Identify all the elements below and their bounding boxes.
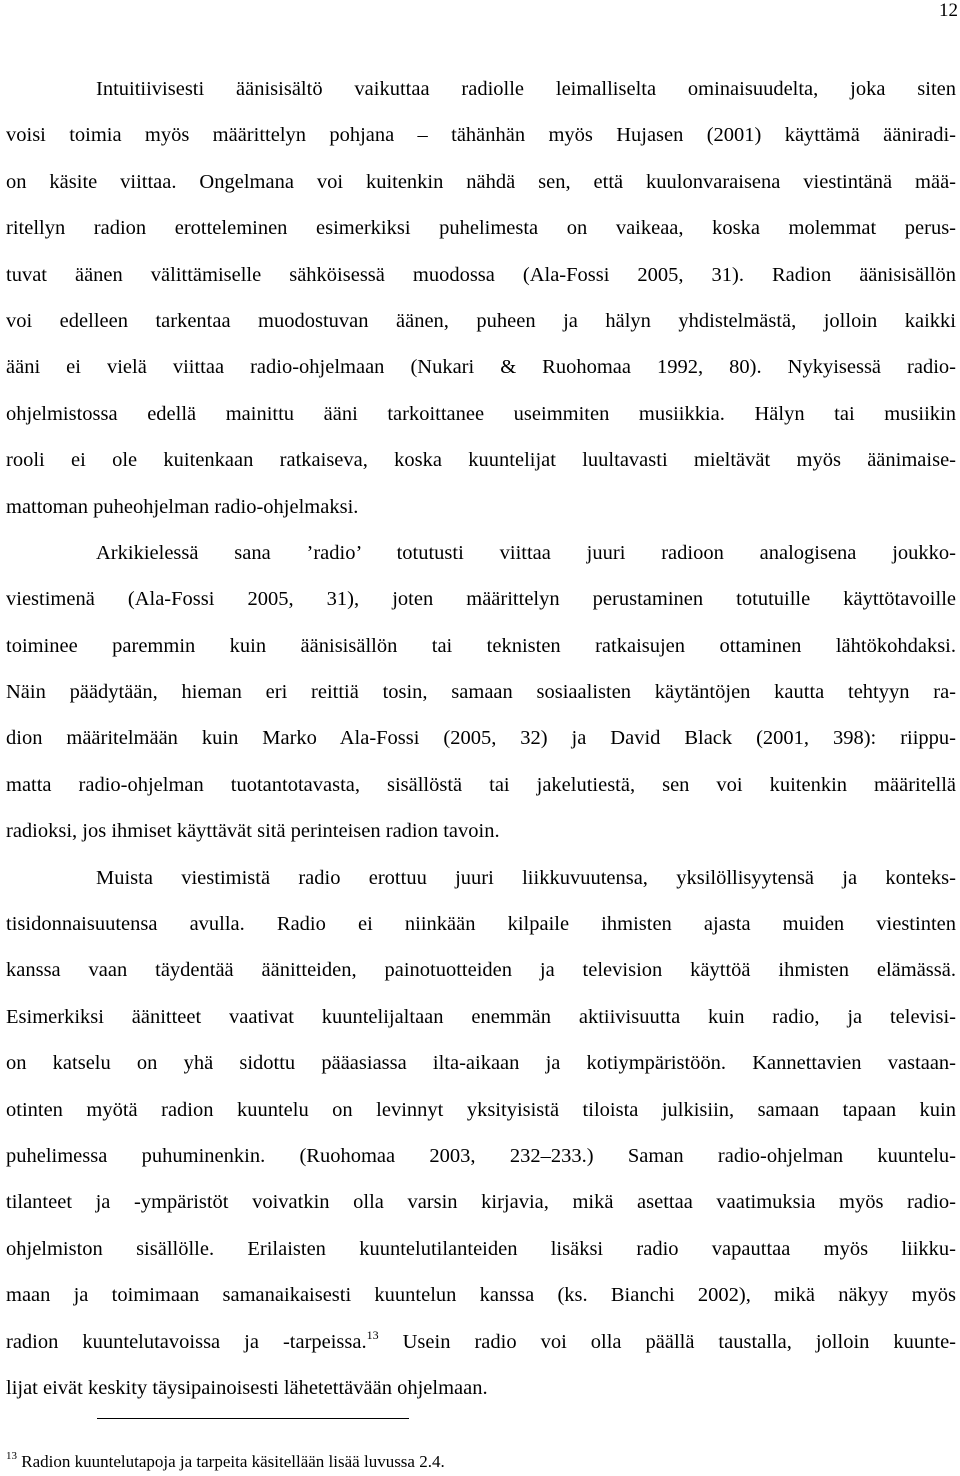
text-line: ritellyn radion erotteleminen esimerkiksi puhelimesta on vaikeaa, koska molemmat perus- — [6, 217, 956, 240]
text-line: ääni ei vielä viittaa radio-ohjelmaan (Nukari & Ruohomaa 1992, 80). Nykyisessä radio- — [6, 356, 956, 379]
text-line: dion määritelmään kuin Marko Ala-Fossi (2005, 32) ja David Black (2001, 398): riippu- — [6, 727, 956, 750]
text-line: otinten myötä radion kuuntelu on levinnyt yksityisistä tiloista julkisiin, samaan tapaan kuin — [6, 1098, 956, 1121]
text-line: maan ja toimimaan samanaikaisesti kuuntelun kanssa (ks. Bianchi 2002), mikä näkyy myös — [6, 1284, 956, 1307]
text-line: voi edelleen tarkentaa muodostuvan äänen, puheen ja hälyn yhdistelmästä, jolloin kaikki — [6, 309, 956, 332]
footnote-divider — [97, 1418, 409, 1419]
text-line: kanssa vaan täydentää äänitteiden, painotuotteiden ja television käyttöä ihmisten elämässä. — [6, 959, 956, 982]
text-line: Arkikielessä sana ’radio’ totutusti viittaa juuri radioon analogisena joukko- — [96, 541, 956, 564]
text-line: matta radio-ohjelman tuotantotavasta, sisällöstä tai jakelutiestä, sen voi kuitenkin määritellä — [6, 773, 956, 796]
text-line: Intuitiivisesti äänisisältö vaikuttaa radiolle leimalliselta ominaisuudelta, joka siten — [96, 78, 956, 100]
text-segment: radion kuuntelutavoissa ja -tarpeissa. — [6, 1330, 367, 1353]
text-line: tisidonnaisuutensa avulla. Radio ei niinkään kilpaile ihmisten ajasta muiden viestinten — [6, 913, 956, 936]
footnote-text: Radion kuuntelutapoja ja tarpeita käsitellään lisää luvussa 2.4. — [17, 1452, 445, 1471]
text-line: Muista viestimistä radio erottuu juuri liikkuvuutensa, yksilöllisyytensä ja konteks- — [96, 866, 956, 889]
footnote-number: 13 — [6, 1450, 17, 1462]
text-line: lijat eivät keskity täysipainoisesti lähetettävään ohjelmaan. — [6, 1376, 488, 1399]
text-line: puhelimessa puhuminenkin. (Ruohomaa 2003, 232–233.) Saman radio-ohjelman kuuntelu- — [6, 1144, 956, 1167]
text-segment: Usein radio voi olla päällä taustalla, jolloin kuunte- — [378, 1330, 957, 1353]
page-number: 12 — [939, 0, 958, 21]
body-text — [6, 66, 956, 1411]
footnote — [6, 1452, 445, 1472]
text-line-with-footnote — [6, 1319, 956, 1365]
text-line: mattoman puheohjelman radio-ohjelmaksi. — [6, 495, 359, 518]
text-line: toiminee paremmin kuin äänisisällön tai teknisten ratkaisujen ottaminen lähtökohdaksi. — [6, 634, 956, 657]
text-line: on katselu on yhä sidottu pääasiassa ilta-aikaan ja kotiympäristöön. Kannettavien vastaan- — [6, 1052, 956, 1075]
text-line: rooli ei ole kuitenkaan ratkaiseva, koska kuuntelijat luultavasti mieltävät myös äänimaise- — [6, 449, 956, 472]
footnote-reference[interactable]: 13 — [366, 1327, 379, 1342]
text-line: voisi toimia myös määrittelyn pohjana – tähänhän myös Hujasen (2001) käyttämä ääniradi- — [6, 124, 956, 147]
text-line: Esimerkiksi äänitteet vaativat kuuntelijaltaan enemmän aktiivisuutta kuin radio, ja televisi- — [6, 1005, 956, 1028]
text-line: ohjelmiston sisällölle. Erilaisten kuuntelutilanteiden lisäksi radio vapauttaa myös liikku- — [6, 1237, 956, 1260]
text-line: viestimenä (Ala-Fossi 2005, 31), joten määrittelyn perustaminen totutuille käyttötavoille — [6, 588, 956, 611]
text-line: Näin päädytään, hieman eri reittiä tosin, samaan sosiaalisten käytäntöjen kautta tehtyyn ra- — [6, 681, 956, 704]
text-line: radioksi, jos ihmiset käyttävät sitä perinteisen radion tavoin. — [6, 820, 500, 843]
text-line: ohjelmistossa edellä mainittu ääni tarkoittanee useimmiten musiikkia. Hälyn tai musiikin — [6, 402, 956, 425]
text-line: on käsite viittaa. Ongelmana voi kuitenkin nähdä sen, että kuulonvaraisena viestintänä mää- — [6, 170, 956, 193]
text-line: tilanteet ja -ympäristöt voivatkin olla varsin kirjavia, mikä asettaa vaatimuksia myös radio- — [6, 1191, 956, 1214]
text-line: tuvat äänen välittämiselle sähköisessä muodossa (Ala-Fossi 2005, 31). Radion äänisisällön — [6, 263, 956, 286]
